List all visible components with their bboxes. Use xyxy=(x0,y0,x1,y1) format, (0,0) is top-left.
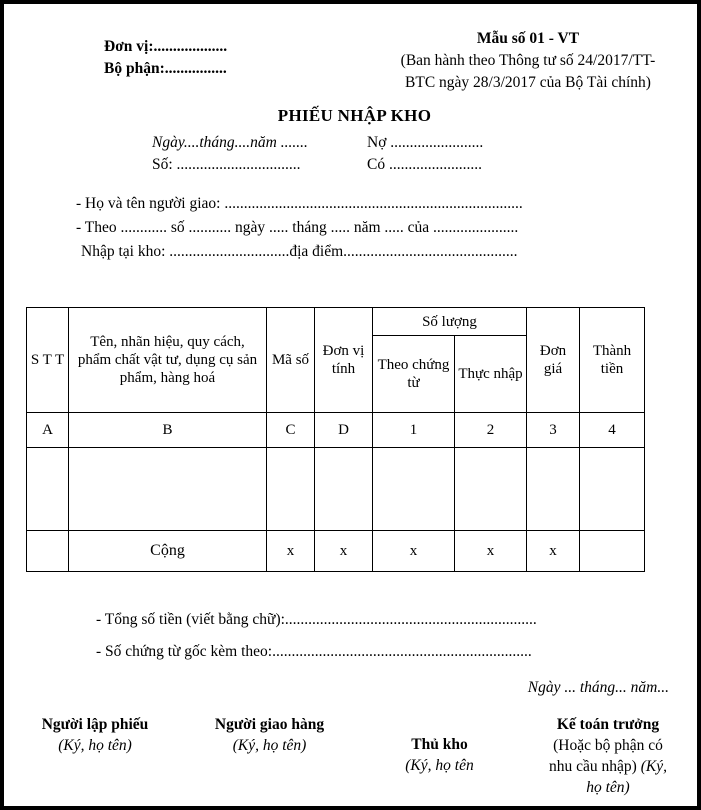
table-row xyxy=(27,448,645,531)
cell-qty-by-document[interactable] xyxy=(373,448,455,531)
cell-goods-name[interactable] xyxy=(69,448,267,531)
total-amount-cell[interactable] xyxy=(580,531,645,572)
header-code: Mã số xyxy=(267,308,315,413)
signature-note-storekeeper: (Ký, họ tên xyxy=(405,757,474,774)
cell-unit[interactable] xyxy=(315,448,373,531)
signature-block-preparer xyxy=(10,714,180,756)
signature-note-chief-accountant-line2 xyxy=(522,756,694,777)
debit-line: Nợ ........................ xyxy=(367,134,484,151)
goods-table xyxy=(26,307,645,572)
signature-note-chief-accountant-sign: (Ký, xyxy=(636,758,667,775)
total-label: Cộng xyxy=(69,531,267,572)
number-credit-row xyxy=(4,154,701,176)
table-header-row-1 xyxy=(27,308,645,336)
info-block xyxy=(76,192,636,264)
total-stt-cell xyxy=(27,531,69,572)
cell-code[interactable] xyxy=(267,448,315,531)
header-quantity-group: Số lượng xyxy=(373,308,527,336)
letter-a: A xyxy=(27,413,69,448)
cell-stt[interactable] xyxy=(27,448,69,531)
warehouse-location-line: Nhập tại kho: ...............................địa điểm............................................. xyxy=(81,243,518,260)
header-unit-price: Đơn giá xyxy=(527,308,580,413)
footer-block xyxy=(96,604,656,668)
total-qty-actual-mark: x xyxy=(455,531,527,572)
reference-document-line: - Theo ............ số ........... ngày ..... tháng ..... năm ..... của ...................... xyxy=(76,219,519,236)
signature-role-chief-accountant: Kế toán trưởng xyxy=(556,716,660,733)
header-qty-by-document: Theo chứng từ xyxy=(373,336,455,413)
date-line: Ngày....tháng....năm ....... xyxy=(152,134,308,151)
form-reference-line-1: (Ban hành theo Thông tư số 24/2017/TT- xyxy=(400,52,656,69)
letter-b: B xyxy=(69,413,267,448)
total-code-mark: x xyxy=(267,531,315,572)
signature-block-deliverer xyxy=(182,714,357,756)
total-in-words-line: - Tổng số tiền (viết bằng chữ):................................................................. xyxy=(96,611,537,628)
letter-1: 1 xyxy=(373,413,455,448)
signature-date-line: Ngày ... tháng... năm... xyxy=(527,679,669,696)
cell-qty-actual[interactable] xyxy=(455,448,527,531)
signature-role-storekeeper: Thủ kho xyxy=(411,736,468,753)
signature-note-chief-accountant-line1: (Hoặc bộ phận có xyxy=(553,737,663,754)
cell-amount[interactable] xyxy=(580,448,645,531)
credit-line: Có ........................ xyxy=(367,156,482,173)
page-title: PHIẾU NHẬP KHO xyxy=(277,106,432,125)
signature-note-preparer: (Ký, họ tên) xyxy=(58,737,132,754)
signature-block-storekeeper xyxy=(362,734,517,776)
header-amount: Thành tiền xyxy=(580,308,645,413)
signature-role-preparer: Người lập phiếu xyxy=(41,716,149,733)
header-goods-name: Tên, nhãn hiệu, quy cách, phẩm chất vật tư, dụng cụ sản phẩm, hàng hoá xyxy=(69,308,267,413)
total-unit-mark: x xyxy=(315,531,373,572)
signature-section xyxy=(4,710,701,810)
letter-d: D xyxy=(315,413,373,448)
header-left-block xyxy=(104,36,364,80)
cell-unit-price[interactable] xyxy=(527,448,580,531)
signature-note-deliverer: (Ký, họ tên) xyxy=(232,737,307,754)
title-subline-block xyxy=(4,132,701,176)
deliverer-name-line: - Họ và tên người giao: ............................................................................. xyxy=(76,195,523,212)
table-row xyxy=(27,413,645,448)
header-qty-actual: Thực nhập xyxy=(455,336,527,413)
documents-attached-line: - Số chứng từ gốc kèm theo:................................................................... xyxy=(96,643,532,660)
total-qty-doc-mark: x xyxy=(373,531,455,572)
number-line: Số: ................................ xyxy=(152,156,301,173)
date-debit-row xyxy=(4,132,701,154)
header-unit: Đơn vị tính xyxy=(315,308,373,413)
signature-role-deliverer: Người giao hàng xyxy=(214,716,325,733)
signature-block-chief-accountant xyxy=(522,714,694,798)
letter-2: 2 xyxy=(455,413,527,448)
table-total-row xyxy=(27,531,645,572)
letter-c: C xyxy=(267,413,315,448)
unit-label: Đơn vị:................... xyxy=(104,38,228,55)
letter-3: 3 xyxy=(527,413,580,448)
header-right-block xyxy=(359,28,697,94)
signature-note-chief-accountant-dept: nhu cầu nhập) xyxy=(549,758,637,775)
department-label: Bộ phận:................ xyxy=(104,60,227,77)
letter-4: 4 xyxy=(580,413,645,448)
form-code: Mẫu số 01 - VT xyxy=(476,30,580,47)
total-unit-price-mark: x xyxy=(527,531,580,572)
header-stt: S T T xyxy=(27,308,69,413)
signature-note-chief-accountant-line3: họ tên) xyxy=(586,779,630,796)
form-reference-line-2: BTC ngày 28/3/2017 của Bộ Tài chính) xyxy=(405,74,651,91)
